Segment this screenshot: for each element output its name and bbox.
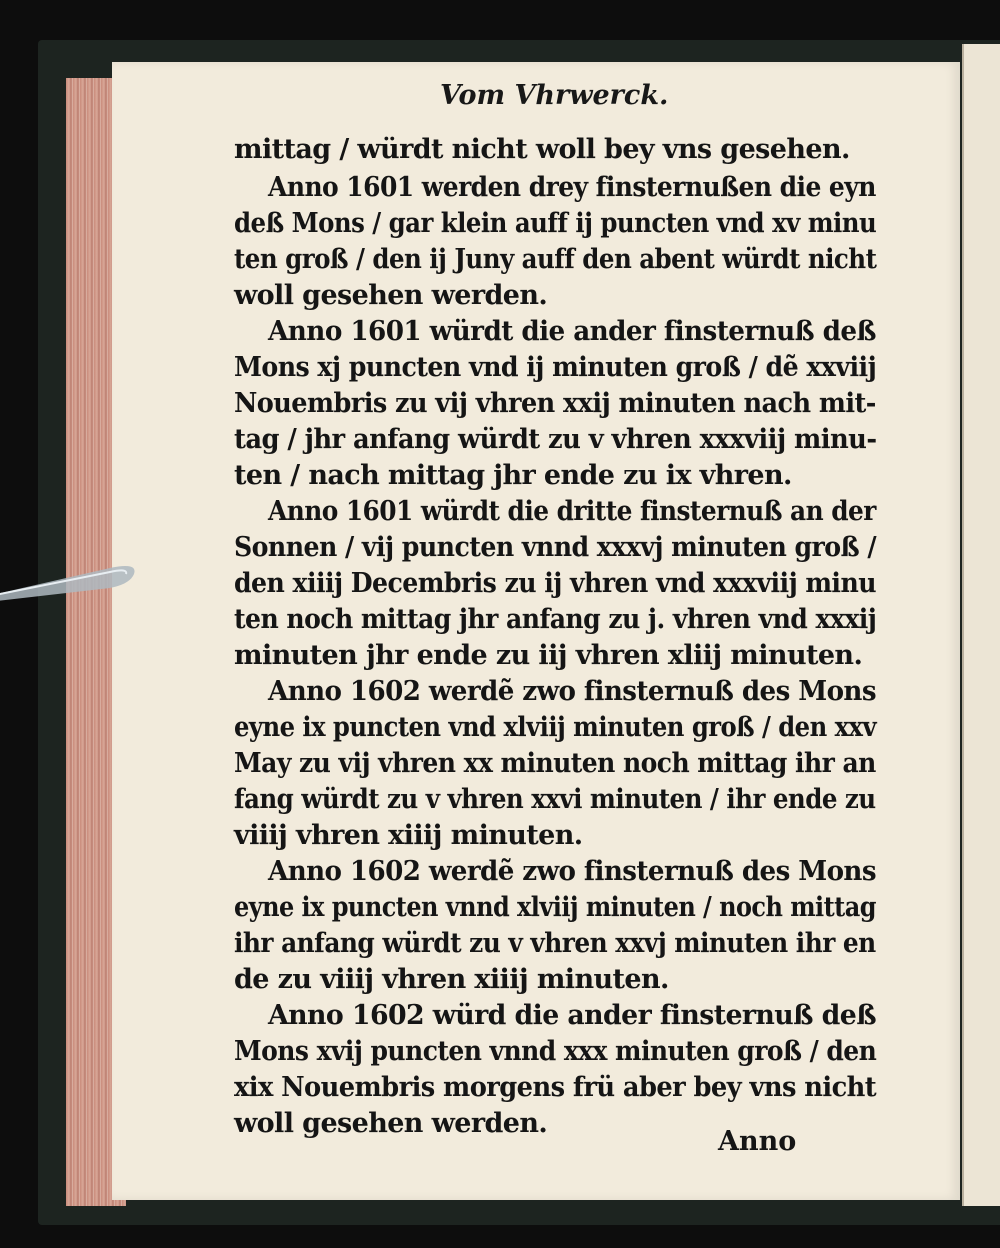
- text-line: viiij vhren xiiij minuten.: [234, 820, 583, 851]
- text-line: ten noch mittag jhr anfang zu j. vhren vnd xxxij: [234, 604, 877, 635]
- text-line: ten / nach mittag jhr ende zu ix vhren.: [234, 460, 792, 491]
- text-line: Anno 1602 werdẽ zwo finsternuß des Mons: [268, 676, 876, 707]
- text-line: Mons xvij puncten vnnd xxx minuten groß / den: [234, 1036, 877, 1067]
- text-line: May zu vij vhren xx minuten noch mittag ihr an: [234, 748, 876, 779]
- text-line: Anno 1602 werdẽ zwo finsternuß des Mons: [268, 856, 876, 887]
- running-head: Vom Vhrwerck.: [440, 80, 669, 111]
- text-line: eyne ix puncten vnd xlviij minuten groß / den xxv: [234, 712, 877, 743]
- text-line: xix Nouembris morgens frü aber bey vns nicht: [234, 1072, 877, 1103]
- text-line: fang würdt zu v vhren xxvi minuten / ihr ende zu: [234, 784, 876, 815]
- text-line: Anno 1601 würdt die ander finsternuß deß: [268, 316, 876, 347]
- text-line: Mons xj puncten vnd ij minuten groß / dẽ xxviij: [234, 352, 877, 383]
- text-line: ihr anfang würdt zu v vhren xxvj minuten ihr en: [234, 928, 876, 959]
- text-line: de zu viiij vhren xiiij minuten.: [234, 964, 669, 995]
- text-line: tag / jhr anfang würdt zu v vhren xxxviij minu-: [234, 424, 877, 455]
- text-line: eyne ix puncten vnnd xlviij minuten / noch mittag: [234, 892, 876, 923]
- facing-page-edge: [962, 44, 1000, 1206]
- text-line: mittag / würdt nicht woll bey vns gesehen.: [234, 134, 850, 165]
- page-holder-pointer: [0, 560, 170, 604]
- text-line: woll gesehen werden.: [234, 1108, 548, 1139]
- text-line: ten groß / den ij Juny auff den abent würdt nicht: [234, 244, 877, 275]
- text-line: Anno 1602 würd die ander finsternuß deß: [268, 1000, 876, 1031]
- text-line: den xiiij Decembris zu ij vhren vnd xxxviij minu: [234, 568, 876, 599]
- text-line: deß Mons / gar klein auff ij puncten vnd xv minu: [234, 208, 877, 239]
- text-line: Nouembris zu vij vhren xxij minuten nach mit-: [234, 388, 876, 419]
- text-line: minuten jhr ende zu iij vhren xliij minuten.: [234, 640, 863, 671]
- text-line: Anno 1601 werden drey finsternußen die eyn: [268, 172, 876, 203]
- text-line: Anno 1601 würdt die dritte finsternuß an der: [268, 496, 876, 527]
- text-line: woll gesehen werden.: [234, 280, 548, 311]
- text-line: Sonnen / vij puncten vnnd xxxvj minuten groß /: [234, 532, 877, 563]
- catchword: Anno: [718, 1126, 797, 1157]
